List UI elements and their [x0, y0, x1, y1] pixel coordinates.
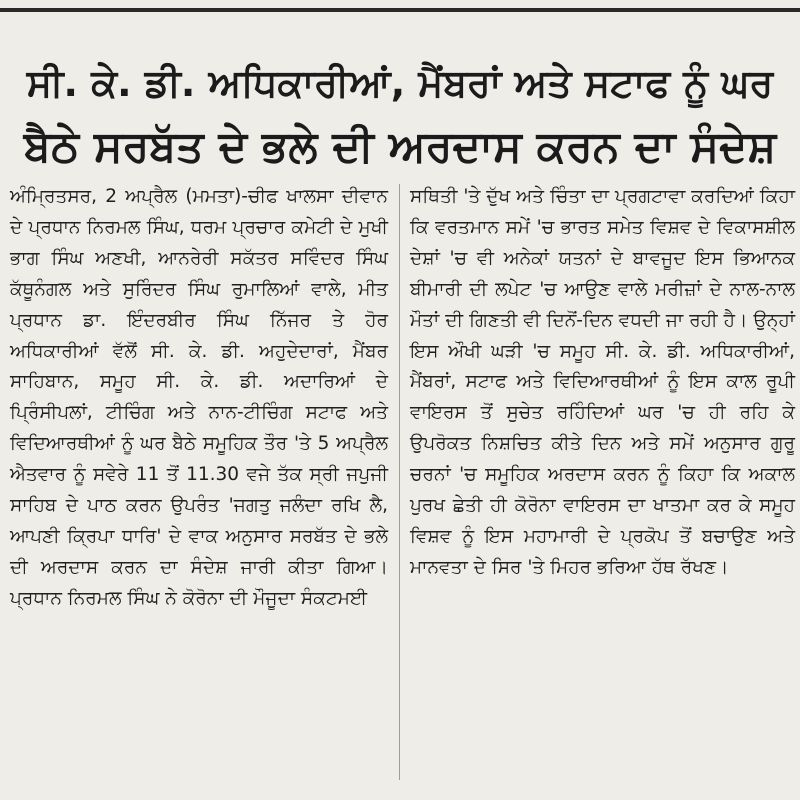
- article-text-right: ਸਥਿਤੀ 'ਤੇ ਦੁੱਖ ਅਤੇ ਚਿੰਤਾ ਦਾ ਪ੍ਰਗਟਾਵਾ ਕਰਦਿਆਂ ਕਿਹਾ ਕਿ ਵਰਤਮਾਨ ਸਮੇਂ 'ਚ ਭਾਰਤ ਸਮੇਤ ਵਿਸ਼ਵ ਦੇ ਵਿਕਾਸਸ਼ੀਲ ਦੇਸ਼ਾਂ 'ਚ ਵੀ ਅਨੇਕਾਂ ਯਤਨਾਂ ਦੇ ਬਾਵਜੂਦ ਇਸ ਭਿਆਨਕ ਬੀਮਾਰੀ ਦੀ ਲਪੇਟ 'ਚ ਆਉਣ ਵਾਲੇ ਮਰੀਜ਼ਾਂ ਦੇ ਨਾਲ-ਨਾਲ ਮੌਤਾਂ ਦੀ ਗਿਣਤੀ ਵੀ ਦਿਨੋਂ-ਦਿਨ ਵਧਦੀ ਜਾ ਰਹੀ ਹੈ। ਉਨ੍ਹਾਂ ਇਸ ਔਖੀ ਘੜੀ 'ਚ ਸਮੂਹ ਸੀ. ਕੇ. ਡੀ. ਅਧਿਕਾਰੀਆਂ, ਮੈਂਬਰਾਂ, ਸਟਾਫ ਅਤੇ ਵਿਦਿਆਰਥੀਆਂ ਨੂੰ ਇਸ ਕਾਲ ਰੂਪੀ ਵਾਇਰਸ ਤੋਂ ਸੁਚੇਤ ਰਹਿੰਦਿਆਂ ਘਰ 'ਚ ਹੀ ਰਹਿ ਕੇ ਉਪਰੋਕਤ ਨਿਸ਼ਚਿਤ ਕੀਤੇ ਦਿਨ ਅਤੇ ਸਮੇਂ ਅਨੁਸਾਰ ਗੁਰੂ ਚਰਨਾਂ 'ਚ ਸਮੂਹਿਕ ਅਰਦਾਸ ਕਰਨ ਨੂੰ ਕਿਹਾ ਕਿ ਅਕਾਲ ਪੁਰਖ ਛੇਤੀ ਹੀ ਕੋਰੋਨਾ ਵਾਇਰਸ ਦਾ ਖਾਤਮਾ ਕਰ ਕੇ ਸਮੂਹ ਵਿਸ਼ਵ ਨੂੰ ਇਸ ਮਹਾਮਾਰੀ ਦੇ ਪ੍ਰਕੋਪ ਤੋਂ ਬਚਾਉਣ ਅਤੇ ਮਾਨਵਤਾ ਦੇ ਸਿਰ 'ਤੇ ਮਿਹਰ ਭਰਿਆ ਹੱਥ ਰੱਖਣ।: [410, 186, 795, 578]
- headline-line-2: ਬੈਠੇ ਸਰਬੱਤ ਦੇ ਭਲੇ ਦੀ ਅਰਦਾਸ ਕਰਨ ਦਾ ਸੰਦੇਸ਼: [23, 122, 777, 173]
- article-column-left: [10, 182, 388, 615]
- headline-line-1: ਸੀ. ਕੇ. ਡੀ. ਅਧਿਕਾਰੀਆਂ, ਮੈਂਬਰਾਂ ਅਤੇ ਸਟਾਫ ਨੂੰ ਘਰ: [26, 61, 774, 106]
- column-divider: [399, 184, 400, 780]
- headline: [20, 51, 780, 179]
- article-column-right: [410, 182, 795, 584]
- top-border-rule: [0, 8, 800, 12]
- article-text-left: ਅੰਮ੍ਰਿਤਸਰ, 2 ਅਪ੍ਰੈਲ (ਮਮਤਾ)-ਚੀਫ ਖਾਲਸਾ ਦੀਵਾਨ ਦੇ ਪ੍ਰਧਾਨ ਨਿਰਮਲ ਸਿੰਘ, ਧਰਮ ਪ੍ਰਚਾਰ ਕਮੇਟੀ ਦੇ ਮੁਖੀ ਭਾਗ ਸਿੰਘ ਅਣਖੀ, ਆਨਰੇਰੀ ਸਕੱਤਰ ਸਵਿੰਦਰ ਸਿੰਘ ਕੱਥੂਨੰਗਲ ਅਤੇ ਸੁਰਿੰਦਰ ਸਿੰਘ ਰੁਮਾਲਿਆਂ ਵਾਲੇ, ਮੀਤ ਪ੍ਰਧਾਨ ਡਾ. ਇੰਦਰਬੀਰ ਸਿੰਘ ਨਿੱਜਰ ਤੇ ਹੋਰ ਅਧਿਕਾਰੀਆਂ ਵੱਲੋਂ ਸੀ. ਕੇ. ਡੀ. ਅਹੁਦੇਦਾਰਾਂ, ਮੈਂਬਰ ਸਾਹਿਬਾਨ, ਸਮੂਹ ਸੀ. ਕੇ. ਡੀ. ਅਦਾਰਿਆਂ ਦੇ ਪ੍ਰਿੰਸੀਪਲਾਂ, ਟੀਚਿੰਗ ਅਤੇ ਨਾਨ-ਟੀਚਿੰਗ ਸਟਾਫ ਅਤੇ ਵਿਦਿਆਰਥੀਆਂ ਨੂੰ ਘਰ ਬੈਠੇ ਸਮੂਹਿਕ ਤੌਰ 'ਤੇ 5 ਅਪ੍ਰੈਲ ਐਤਵਾਰ ਨੂੰ ਸਵੇਰੇ 11 ਤੋਂ 11.30 ਵਜੇ ਤੱਕ ਸ੍ਰੀ ਜਪੁਜੀ ਸਾਹਿਬ ਦੇ ਪਾਠ ਕਰਨ ਉਪਰੰਤ 'ਜਗਤੁ ਜਲੰਦਾ ਰਖਿ ਲੈ, ਆਪਣੀ ਕ੍ਰਿਪਾ ਧਾਰਿ' ਦੇ ਵਾਕ ਅਨੁਸਾਰ ਸਰਬੱਤ ਦੇ ਭਲੇ ਦੀ ਅਰਦਾਸ ਕਰਨ ਦਾ ਸੰਦੇਸ਼ ਜਾਰੀ ਕੀਤਾ ਗਿਆ। ਪ੍ਰਧਾਨ ਨਿਰਮਲ ਸਿੰਘ ਨੇ ਕੋਰੋਨਾ ਦੀ ਮੌਜੂਦਾ ਸੰਕਟਮਈ: [10, 186, 388, 609]
